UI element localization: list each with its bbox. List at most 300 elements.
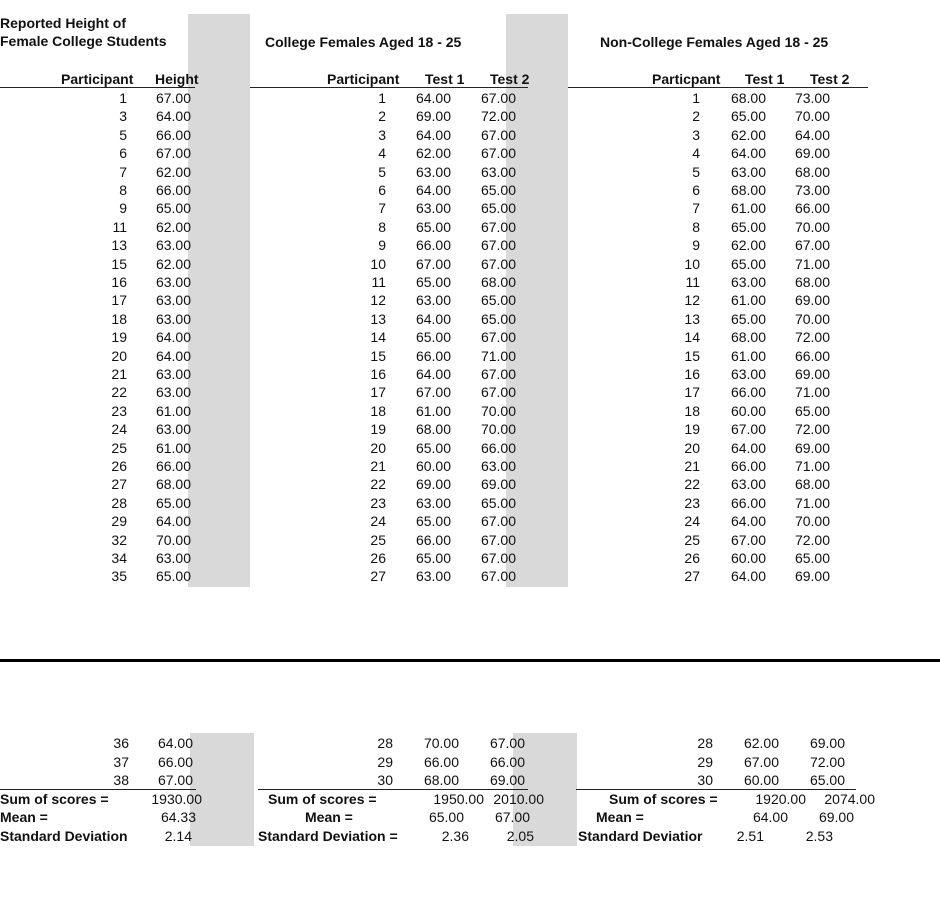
test1-cell: 65.00: [415, 329, 451, 346]
s3-sum-test1: 1920.00: [755, 791, 806, 807]
s1-mean-value: 64.33: [160, 809, 196, 825]
participant-cell: 1: [378, 90, 386, 106]
table-row: [0, 512, 940, 530]
test2-cell: 70.00: [794, 108, 830, 125]
participant-cell: 17: [370, 384, 386, 401]
participant-cell: 15: [111, 255, 127, 272]
test1-cell: 65.00: [415, 550, 451, 566]
test1-cell: 66.00: [730, 494, 766, 511]
table-row: [0, 439, 940, 457]
test2-cell: 71.00: [480, 347, 516, 364]
table-row: [0, 494, 940, 512]
test1-cell: 63.00: [415, 200, 451, 217]
test2-cell: 73.00: [794, 182, 830, 198]
test2-cell: 69.00: [794, 145, 830, 162]
test1-cell: 62.00: [743, 735, 779, 751]
test1-cell: 61.00: [730, 347, 766, 364]
test1-cell: 65.00: [730, 310, 766, 327]
s1-sum-value: 1930.00: [151, 791, 202, 807]
s1-sd-value: 2.14: [164, 828, 192, 844]
participant-cell: 11: [112, 218, 127, 235]
participant-cell: 26: [684, 550, 700, 566]
test2-cell: 67.00: [480, 568, 516, 585]
height-cell: 62.00: [155, 218, 191, 235]
participant-cell: 1: [119, 90, 127, 106]
height-cell: 64.00: [155, 347, 191, 364]
participant-cell: 23: [684, 494, 700, 511]
participant-cell: 12: [684, 292, 700, 309]
test1-cell: 67.00: [415, 255, 451, 272]
test2-cell: 66.00: [794, 347, 830, 364]
participant-cell: 29: [697, 753, 713, 770]
test1-cell: 66.00: [415, 347, 451, 364]
participant-cell: 27: [111, 476, 127, 493]
height-cell: 66.00: [155, 126, 191, 143]
s2-sd-label: Standard Deviation =: [258, 828, 398, 844]
s3-header-rule: [568, 87, 868, 88]
test1-cell: 64.00: [415, 126, 451, 143]
test1-cell: 63.00: [730, 274, 766, 290]
test2-cell: 69.00: [794, 366, 830, 382]
table-row: [0, 218, 940, 236]
table-row: [0, 771, 940, 789]
test2-cell: 65.00: [480, 494, 516, 511]
participant-cell: 18: [684, 402, 700, 419]
participant-cell: 6: [692, 182, 700, 198]
test2-cell: 70.00: [794, 218, 830, 235]
test1-cell: 70.00: [423, 735, 459, 751]
participant-cell: 16: [111, 274, 127, 290]
test2-cell: 66.00: [480, 439, 516, 456]
test2-cell: 69.00: [489, 772, 525, 788]
test1-cell: 68.00: [730, 329, 766, 346]
test2-cell: 69.00: [794, 292, 830, 309]
table-row: [0, 549, 940, 567]
s1-header-height: Height: [155, 71, 199, 87]
test1-cell: 69.00: [415, 108, 451, 125]
s1-header-participant: Participant: [61, 71, 134, 87]
participant-cell: 18: [370, 402, 386, 419]
participant-cell: 22: [684, 476, 700, 493]
test1-cell: 64.00: [730, 513, 766, 530]
s3-sum-test2: 2074.00: [824, 791, 875, 807]
table-row: [0, 107, 940, 125]
test1-cell: 64.00: [415, 310, 451, 327]
test1-cell: 61.00: [415, 402, 451, 419]
test1-cell: 66.00: [730, 458, 766, 474]
section-separator: [0, 659, 940, 662]
test1-cell: 65.00: [415, 439, 451, 456]
table-row: [0, 310, 940, 328]
table-row: [0, 365, 940, 383]
test2-cell: 70.00: [480, 402, 516, 419]
test1-cell: 60.00: [743, 772, 779, 788]
test1-cell: 65.00: [415, 274, 451, 290]
test2-cell: 69.00: [480, 476, 516, 493]
participant-cell: 22: [370, 476, 386, 493]
table-row: [0, 567, 940, 585]
section1-title-line1: Reported Height of: [0, 15, 126, 31]
participant-cell: 10: [684, 255, 700, 272]
participant-cell: 30: [697, 772, 713, 788]
participant-cell: 2: [692, 108, 700, 125]
participant-cell: 13: [684, 310, 700, 327]
test1-cell: 64.00: [415, 90, 451, 106]
s2-header-test1: Test 1: [425, 71, 465, 87]
participant-cell: 16: [370, 366, 386, 382]
test2-cell: 67.00: [480, 513, 516, 530]
participant-cell: 19: [370, 421, 386, 438]
height-cell: 65.00: [155, 200, 191, 217]
test2-cell: 65.00: [480, 292, 516, 309]
test1-cell: 63.00: [415, 292, 451, 309]
test2-cell: 67.00: [794, 237, 830, 254]
participant-cell: 29: [111, 513, 127, 530]
height-cell: 64.00: [155, 108, 191, 125]
test2-cell: 65.00: [794, 550, 830, 566]
participant-cell: 38: [113, 772, 129, 788]
height-cell: 63.00: [155, 237, 191, 254]
test2-cell: 70.00: [794, 310, 830, 327]
s2-header-test2: Test 2: [490, 71, 530, 87]
participant-cell: 8: [692, 218, 700, 235]
test2-cell: 65.00: [480, 310, 516, 327]
participant-cell: 18: [111, 310, 127, 327]
participant-cell: 25: [684, 531, 700, 548]
section1-title-line2: Female College Students: [0, 33, 167, 49]
test2-cell: 67.00: [480, 237, 516, 254]
test2-cell: 72.00: [794, 531, 830, 548]
test1-cell: 65.00: [415, 513, 451, 530]
test1-cell: 66.00: [415, 531, 451, 548]
participant-cell: 5: [692, 163, 700, 180]
participant-cell: 2: [378, 108, 386, 125]
participant-cell: 26: [111, 458, 127, 474]
participant-cell: 30: [377, 772, 393, 788]
test1-cell: 68.00: [415, 421, 451, 438]
test2-cell: 67.00: [480, 366, 516, 382]
height-cell: 66.00: [155, 182, 191, 198]
participant-cell: 7: [692, 200, 700, 217]
s3-header-test2: Test 2: [810, 71, 850, 87]
participant-cell: 28: [111, 494, 127, 511]
test2-cell: 66.00: [489, 753, 525, 770]
participant-cell: 19: [111, 329, 127, 346]
test1-cell: 66.00: [730, 384, 766, 401]
height-cell: 63.00: [155, 550, 191, 566]
test1-cell: 63.00: [415, 163, 451, 180]
participant-cell: 23: [370, 494, 386, 511]
test2-cell: 68.00: [794, 476, 830, 493]
s3-mean-test2: 69.00: [818, 809, 854, 825]
participant-cell: 15: [370, 347, 386, 364]
test1-cell: 67.00: [415, 384, 451, 401]
test2-cell: 64.00: [794, 126, 830, 143]
participant-cell: 5: [378, 163, 386, 180]
test2-cell: 68.00: [794, 163, 830, 180]
test1-cell: 61.00: [730, 292, 766, 309]
participant-cell: 28: [697, 735, 713, 751]
participant-cell: 19: [684, 421, 700, 438]
participant-cell: 11: [685, 274, 700, 290]
s3-mean-test1: 64.00: [752, 809, 788, 825]
test1-cell: 68.00: [730, 182, 766, 198]
section2-title: College Females Aged 18 - 25: [265, 34, 462, 50]
test1-cell: 65.00: [730, 108, 766, 125]
test1-cell: 63.00: [415, 494, 451, 511]
test1-cell: 63.00: [730, 163, 766, 180]
participant-cell: 21: [370, 458, 386, 474]
test2-cell: 73.00: [794, 90, 830, 106]
test1-cell: 65.00: [415, 218, 451, 235]
test2-cell: 71.00: [794, 255, 830, 272]
table-row: [0, 457, 940, 475]
participant-cell: 26: [370, 550, 386, 566]
participant-cell: 17: [684, 384, 700, 401]
test2-cell: 65.00: [480, 182, 516, 198]
height-cell: 63.00: [155, 421, 191, 438]
participant-cell: 27: [684, 568, 700, 585]
table-row: [0, 383, 940, 401]
test2-cell: 67.00: [480, 550, 516, 566]
height-cell: 70.00: [155, 531, 191, 548]
participant-cell: 4: [378, 145, 386, 162]
height-cell: 65.00: [155, 494, 191, 511]
test1-cell: 64.00: [730, 145, 766, 162]
s3-sd-label: Standard Deviatior: [578, 828, 703, 844]
test2-cell: 67.00: [480, 90, 516, 106]
participant-cell: 8: [119, 182, 127, 198]
test1-cell: 62.00: [730, 126, 766, 143]
test1-cell: 64.00: [415, 182, 451, 198]
table-row: [0, 402, 940, 420]
s3-sum-label: Sum of scores =: [609, 791, 718, 807]
participant-cell: 23: [111, 402, 127, 419]
test2-cell: 72.00: [794, 329, 830, 346]
participant-cell: 28: [377, 735, 393, 751]
height-cell: 66.00: [155, 458, 191, 474]
participant-cell: 20: [684, 439, 700, 456]
participant-cell: 24: [111, 421, 127, 438]
table-row: [0, 291, 940, 309]
test2-cell: 67.00: [480, 218, 516, 235]
test1-cell: 66.00: [423, 753, 459, 770]
test1-cell: 65.00: [730, 255, 766, 272]
height-cell: 63.00: [155, 366, 191, 382]
s1-mean-label: Mean =: [0, 809, 48, 825]
test2-cell: 67.00: [480, 329, 516, 346]
participant-cell: 12: [370, 292, 386, 309]
height-cell: 64.00: [157, 735, 193, 751]
s3-sd-test1: 2.51: [736, 828, 764, 844]
participant-cell: 9: [692, 237, 700, 254]
participant-cell: 7: [378, 200, 386, 217]
participant-cell: 14: [684, 329, 700, 346]
height-cell: 62.00: [155, 163, 191, 180]
participant-cell: 15: [684, 347, 700, 364]
test2-cell: 67.00: [480, 531, 516, 548]
test2-cell: 68.00: [794, 274, 830, 290]
table-row: [0, 475, 940, 493]
s3-mean-label: Mean =: [596, 809, 644, 825]
table-row: [0, 163, 940, 181]
participant-cell: 13: [111, 237, 127, 254]
test1-cell: 67.00: [730, 421, 766, 438]
participant-cell: 7: [119, 163, 127, 180]
test1-cell: 63.00: [730, 476, 766, 493]
participant-cell: 29: [377, 753, 393, 770]
test1-cell: 64.00: [415, 366, 451, 382]
s2-sd-test2: 2.05: [506, 828, 534, 844]
participant-cell: 6: [119, 145, 127, 162]
table-row: [0, 347, 940, 365]
test2-cell: 63.00: [480, 458, 516, 474]
test1-cell: 67.00: [730, 531, 766, 548]
test2-cell: 67.00: [480, 145, 516, 162]
participant-cell: 4: [692, 145, 700, 162]
table-row: [0, 734, 940, 752]
test2-cell: 67.00: [480, 126, 516, 143]
participant-cell: 16: [684, 366, 700, 382]
test2-cell: 69.00: [809, 735, 845, 751]
participant-cell: 25: [111, 439, 127, 456]
participant-cell: 9: [119, 200, 127, 217]
s3-sd-test2: 2.53: [805, 828, 833, 844]
test1-cell: 62.00: [730, 237, 766, 254]
participant-cell: 6: [378, 182, 386, 198]
test2-cell: 65.00: [809, 772, 845, 788]
test1-cell: 64.00: [730, 439, 766, 456]
participant-cell: 3: [119, 108, 127, 125]
participant-cell: 21: [111, 366, 127, 382]
height-cell: 63.00: [155, 310, 191, 327]
table-row: [0, 531, 940, 549]
height-cell: 63.00: [155, 292, 191, 309]
participant-cell: 37: [113, 753, 129, 770]
s2-sd-test1: 2.36: [441, 828, 469, 844]
test1-cell: 62.00: [415, 145, 451, 162]
participant-cell: 3: [692, 126, 700, 143]
table-row: [0, 126, 940, 144]
participant-cell: 21: [684, 458, 700, 474]
s1-sd-label: Standard Deviation: [0, 828, 128, 844]
s2-mean-test2: 67.00: [494, 809, 530, 825]
participant-cell: 9: [378, 237, 386, 254]
height-cell: 61.00: [155, 402, 191, 419]
participant-cell: 20: [111, 347, 127, 364]
test2-cell: 72.00: [480, 108, 516, 125]
test2-cell: 70.00: [794, 513, 830, 530]
test2-cell: 71.00: [794, 458, 830, 474]
s1-header-rule: [0, 87, 195, 88]
participant-cell: 27: [370, 568, 386, 585]
s2-mean-test1: 65.00: [428, 809, 464, 825]
table-row: [0, 273, 940, 291]
height-cell: 67.00: [155, 145, 191, 162]
participant-cell: 22: [111, 384, 127, 401]
test1-cell: 63.00: [415, 568, 451, 585]
s2-sum-test2: 2010.00: [493, 791, 544, 807]
s2-sum-test1: 1950.00: [433, 791, 484, 807]
table-row: [0, 328, 940, 346]
test1-cell: 63.00: [730, 366, 766, 382]
test2-cell: 66.00: [794, 200, 830, 217]
table-row: [0, 420, 940, 438]
test2-cell: 69.00: [794, 439, 830, 456]
height-cell: 66.00: [157, 753, 193, 770]
participant-cell: 32: [111, 531, 127, 548]
participant-cell: 13: [370, 310, 386, 327]
participant-cell: 25: [370, 531, 386, 548]
s2-sum-label: Sum of scores =: [268, 791, 377, 807]
participant-cell: 1: [692, 90, 700, 106]
participant-cell: 5: [119, 126, 127, 143]
test2-cell: 72.00: [809, 753, 845, 770]
test1-cell: 65.00: [730, 218, 766, 235]
s2-header-rule: [250, 87, 528, 88]
test2-cell: 63.00: [480, 163, 516, 180]
height-cell: 61.00: [155, 439, 191, 456]
s3-header-test1: Test 1: [745, 71, 785, 87]
table-row: [0, 199, 940, 217]
participant-cell: 34: [111, 550, 127, 566]
test2-cell: 67.00: [489, 735, 525, 751]
test2-cell: 70.00: [480, 421, 516, 438]
table-row: [0, 255, 940, 273]
section1-title: [0, 14, 166, 50]
participant-cell: 24: [684, 513, 700, 530]
height-cell: 64.00: [155, 329, 191, 346]
test1-cell: 68.00: [730, 90, 766, 106]
participant-cell: 36: [113, 735, 129, 751]
table-row: [0, 181, 940, 199]
s3-header-participant: Particpant: [652, 71, 721, 87]
test1-cell: 60.00: [730, 550, 766, 566]
test2-cell: 67.00: [480, 384, 516, 401]
participant-cell: 11: [371, 274, 386, 290]
test2-cell: 69.00: [794, 568, 830, 585]
s2-header-participant: Participant: [327, 71, 400, 87]
participant-cell: 10: [370, 255, 386, 272]
height-cell: 63.00: [155, 384, 191, 401]
test1-cell: 61.00: [730, 200, 766, 217]
table-row: [0, 236, 940, 254]
height-cell: 63.00: [155, 274, 191, 290]
test1-cell: 69.00: [415, 476, 451, 493]
test1-cell: 64.00: [730, 568, 766, 585]
test1-cell: 60.00: [730, 402, 766, 419]
participant-cell: 24: [370, 513, 386, 530]
test1-cell: 68.00: [423, 772, 459, 788]
s2-mean-label: Mean =: [305, 809, 353, 825]
test2-cell: 65.00: [794, 402, 830, 419]
height-cell: 67.00: [155, 90, 191, 106]
test2-cell: 71.00: [794, 494, 830, 511]
test1-cell: 66.00: [415, 237, 451, 254]
height-cell: 68.00: [155, 476, 191, 493]
participant-cell: 3: [378, 126, 386, 143]
height-cell: 62.00: [155, 255, 191, 272]
height-cell: 67.00: [157, 772, 193, 788]
participant-cell: 17: [111, 292, 127, 309]
table-row: [0, 89, 940, 107]
section3-title: Non-College Females Aged 18 - 25: [600, 34, 829, 50]
height-cell: 64.00: [155, 513, 191, 530]
participant-cell: 8: [378, 218, 386, 235]
test1-cell: 60.00: [415, 458, 451, 474]
participant-cell: 20: [370, 439, 386, 456]
table-row: [0, 144, 940, 162]
